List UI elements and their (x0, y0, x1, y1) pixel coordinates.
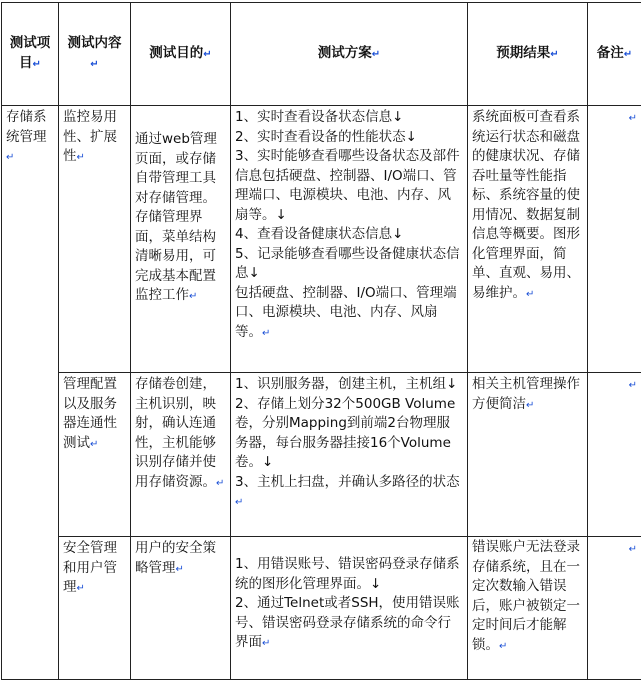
plan-line: 2、通过Telnet或者SSH，使用错误账号、错误密码登录存储系统的命令行界面↵ (235, 595, 460, 650)
purpose-cell: 用户的安全策略管理↵ (131, 537, 231, 680)
plan-line: 1、用错误账号、错误密码登录存储系统的图形化管理界面。↓ (235, 556, 460, 592)
paragraph-mark-icon: ↵ (628, 113, 637, 124)
header-test-content: 测试内容↵ (59, 3, 131, 106)
purpose-cell: 存储卷创建，主机识别，映射，确认连通性，主机能够识别存储并使用存储资源。↵ (131, 373, 231, 537)
notes-cell (588, 537, 641, 680)
paragraph-mark-icon: ↵ (628, 544, 637, 555)
plan-line: 1、实时查看设备状态信息↓ (235, 109, 404, 125)
plan-cell (231, 106, 468, 373)
notes-cell (588, 106, 641, 373)
header-test-purpose: 测试目的↵ (131, 3, 231, 106)
plan-line: 3、实时能够查看哪些设备状态及部件信息包括硬盘、控制器、I/O端口、管理端口、电源模块、电池、内存、风扇等。↓ (235, 148, 460, 223)
notes-cell (588, 373, 641, 537)
test-plan-table (1, 2, 641, 680)
header-test-item: 测试项目↵ (2, 3, 59, 106)
plan-line: 包括硬盘、控制器、I/O端口、管理端口、电源模块、电池、内存、风扇等。↵ (235, 284, 457, 340)
paragraph-mark-icon: ↵ (628, 380, 637, 391)
plan-line: 5、记录能够查看哪些设备健康状态信息↓ (235, 245, 460, 281)
plan-line: 1、识别服务器，创建主机，主机组↓ (235, 376, 458, 392)
plan-cell (231, 537, 468, 680)
plan-line: 2、实时查看设备的性能状态↓ (235, 128, 417, 145)
category-cell: 存储系统管理↵ (2, 106, 59, 680)
plan-line: 4、查看设备健康状态信息↓ (235, 226, 404, 242)
table-row (2, 106, 641, 373)
expected-cell: 错误账户无法登录存储系统，且在一定次数输入错误后，账户被锁定一定时间后才能解锁。↵ (468, 537, 588, 680)
plan-cell (231, 373, 468, 537)
content-cell: 管理配置以及服务器连通性测试↵ (59, 373, 131, 537)
table-row (2, 373, 641, 537)
expected-cell: 相关主机管理操作方便简洁↵ (468, 373, 588, 537)
header-test-plan: 测试方案↵ (231, 3, 468, 106)
header-expected-result: 预期结果↵ (468, 3, 588, 106)
plan-line: 2、存储上划分32个500GB Volume卷，分别Mapping到前端2台物理服务器，每台服务器挂接16个Volume卷。↓ (235, 395, 456, 470)
header-notes: 备注↵ (588, 3, 641, 106)
content-cell: 安全管理和用户管理↵ (59, 537, 131, 680)
purpose-cell: 通过web管理页面，或存储自带管理工具对存储管理。存储管理界面，菜单结构清晰易用，可完成基本配置监控工作↵ (131, 106, 231, 373)
plan-line: 3、主机上扫盘，并确认多路径的状态↵ (235, 473, 460, 508)
content-cell: 监控易用性、扩展性↵ (59, 106, 131, 373)
expected-cell: 系统面板可查看系统运行状态和磁盘的健康状况、存储吞吐量等性能指标、系统容量的使用情况、数据复制信息等概要。图形化管理界面，简单、直观、易用、易维护。↵ (468, 106, 588, 373)
header-row (2, 3, 641, 106)
table-row (2, 537, 641, 680)
